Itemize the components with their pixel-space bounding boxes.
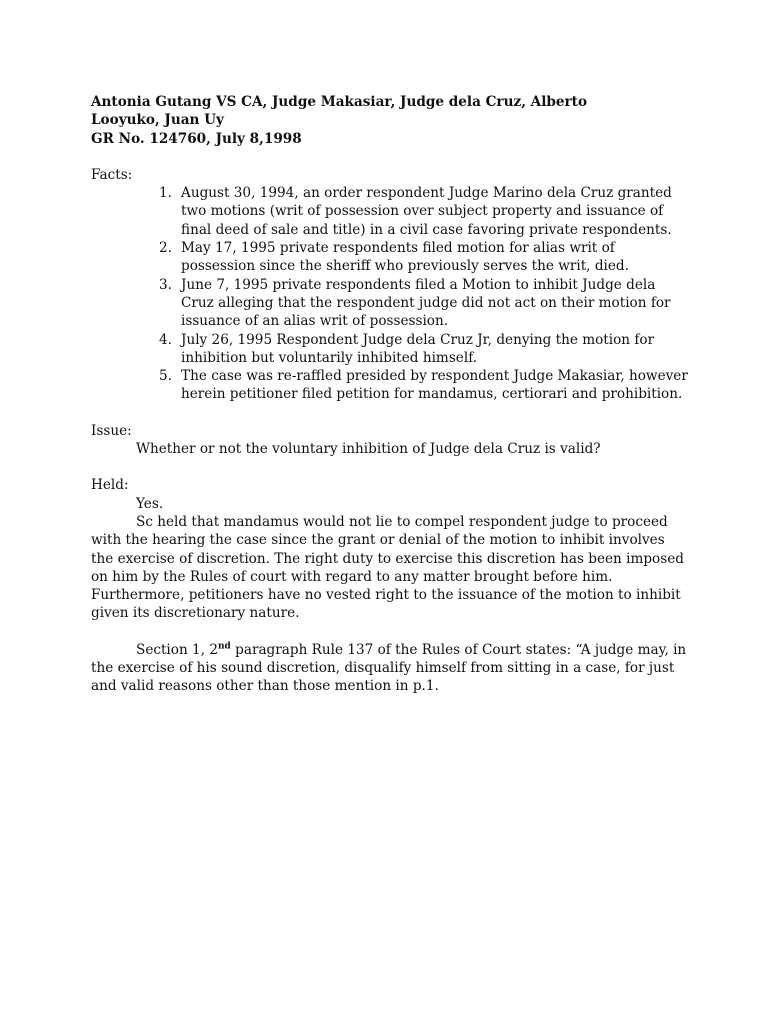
- case-title-line-1: Antonia Gutang VS CA, Judge Makasiar, Judge dela Cruz, Alberto: [91, 94, 588, 110]
- section-prefix: Section 1, 2: [136, 641, 218, 658]
- fact-text: August 30, 1994, an order respondent Judge Marino dela Cruz granted two motions (writ of possession over subject property and issuance of final deed of sale and title) in a civil case favoring private respondents.: [181, 185, 672, 238]
- fact-item: [91, 184, 691, 239]
- fact-item: [91, 331, 691, 368]
- fact-number: 4.: [159, 331, 172, 348]
- fact-text: June 7, 1995 private respondents filed a Motion to inhibit Judge dela Cruz alleging that the respondent judge did not act on their motion for issuance of an alias writ of possession.: [181, 276, 671, 330]
- held-label: Held:: [91, 477, 129, 494]
- fact-item: [91, 239, 691, 276]
- fact-item: [91, 276, 691, 331]
- facts-list: [91, 184, 691, 404]
- issue-text: Whether or not the voluntary inhibition of Judge dela Cruz is valid?: [136, 441, 601, 458]
- fact-number: 5.: [159, 368, 172, 385]
- held-paragraph: Sc held that mandamus would not lie to compel respondent judge to proceed with the hearing the case since the grant or denial of the motion to inhibit involves the exercise of discretion. The right duty to exercise this discretion has been imposed on him by the Rules of court with regard to any matter brought before him. Furthermore, petitioners have no vested right to the issuance of the motion to inhibit given its discretionary nature.: [91, 513, 684, 622]
- case-title: [91, 93, 691, 148]
- fact-number: 1.: [159, 185, 172, 202]
- case-gr-number: GR No. 124760, July 8,1998: [91, 130, 302, 147]
- document-body: [91, 93, 691, 696]
- section-superscript: nd: [217, 641, 231, 652]
- section-paragraph: [91, 641, 691, 696]
- fact-item: [91, 367, 691, 404]
- section-suffix: paragraph Rule 137 of the Rules of Court states: “A judge may, in the exercise of his sound discretion, disqualify himself from sitting in a case, for just and valid reasons other than those mention in p.1.: [91, 641, 687, 695]
- fact-number: 2.: [159, 240, 172, 257]
- fact-text: May 17, 1995 private respondents filed motion for alias writ of possession since the sheriff who previously serves the writ, died.: [181, 240, 629, 275]
- facts-label: Facts:: [91, 166, 133, 183]
- issue-label: Issue:: [91, 422, 132, 439]
- fact-text: July 26, 1995 Respondent Judge dela Cruz Jr, denying the motion for inhibition but voluntarily inhibited himself.: [181, 331, 655, 366]
- held-answer: Yes.: [136, 495, 164, 512]
- fact-text: The case was re-raffled presided by respondent Judge Makasiar, however herein petitioner filed petition for mandamus, certiorari and prohibition.: [181, 368, 688, 403]
- case-title-line-2: Looyuko, Juan Uy: [91, 112, 224, 129]
- fact-number: 3.: [159, 276, 172, 293]
